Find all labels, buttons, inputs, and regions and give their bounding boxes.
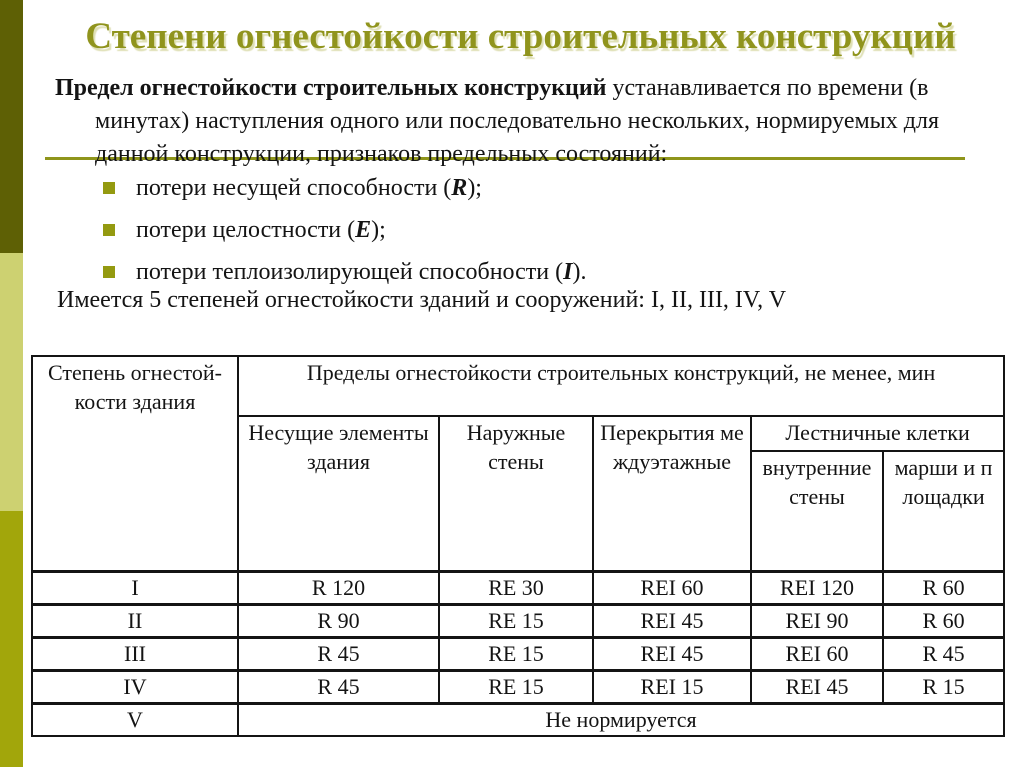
stairwells-header-cell: Лестничные клетки xyxy=(751,416,1004,451)
corner-header-cell: Степень огнестой-кости здания xyxy=(32,356,238,571)
list-item-insulation xyxy=(103,258,586,286)
degree-cell: V xyxy=(32,703,238,736)
bullet-text-end: ); xyxy=(371,216,386,243)
value-cell: REI 15 xyxy=(593,670,751,703)
limits-header-cell: Пределы огнестойкости строительных конструкций, не менее, мин xyxy=(238,356,1004,416)
value-cell: R 45 xyxy=(883,637,1004,670)
value-cell: R 45 xyxy=(238,670,439,703)
outer-walls-header-cell: Наружные стены xyxy=(439,416,593,571)
intro-paragraph xyxy=(55,72,995,171)
value-cell: RE 15 xyxy=(439,670,593,703)
value-cell: R 45 xyxy=(238,637,439,670)
value-cell: REI 45 xyxy=(593,637,751,670)
value-cell: REI 45 xyxy=(593,604,751,637)
floors-header-cell: Перекрытия междуэтажные xyxy=(593,416,751,571)
value-cell: R 90 xyxy=(238,604,439,637)
accent-bar-top xyxy=(0,0,23,253)
table-row-degree-1 xyxy=(32,571,1004,604)
bullet-text: потери несущей способности ( xyxy=(136,174,452,201)
value-cell: REI 60 xyxy=(593,571,751,604)
bearing-header-cell: Несущие элементы здания xyxy=(238,416,439,571)
value-cell: R 15 xyxy=(883,670,1004,703)
bullet-text-end: ); xyxy=(467,174,482,201)
criterion-symbol: I xyxy=(563,258,573,285)
degree-cell: III xyxy=(32,637,238,670)
header-row-top xyxy=(32,356,1004,416)
page-title: Степени огнестойкости строительных конструкций xyxy=(85,16,956,57)
bullet-square-icon xyxy=(103,266,115,278)
table-row-degree-4 xyxy=(32,670,1004,703)
list-item-text xyxy=(136,259,586,286)
value-cell: REI 120 xyxy=(751,571,883,604)
intro-definition: устанавливается по времени (в минутах) наступления одного или последовательно нескольких, нормируемых для данной конструкции, признаков предельных состояний: xyxy=(95,75,940,167)
table-row-degree-5 xyxy=(32,703,1004,736)
list-item-load-bearing xyxy=(103,174,586,202)
stairwell-flights-header-cell: марши и площадки xyxy=(883,451,1004,571)
list-item-text xyxy=(136,175,482,202)
criteria-list xyxy=(103,174,586,300)
value-cell: R 60 xyxy=(883,604,1004,637)
value-cell: RE 30 xyxy=(439,571,593,604)
value-cell: R 60 xyxy=(883,571,1004,604)
value-cell: R 120 xyxy=(238,571,439,604)
not-regulated-cell: Не нормируется xyxy=(238,703,1004,736)
bullet-square-icon xyxy=(103,224,115,236)
degree-cell: I xyxy=(32,571,238,604)
table-row-degree-3 xyxy=(32,637,1004,670)
accent-bar-middle xyxy=(0,253,23,511)
degree-cell: II xyxy=(32,604,238,637)
value-cell: REI 90 xyxy=(751,604,883,637)
bullet-text: потери целостности ( xyxy=(136,216,356,243)
bullet-text-end: ). xyxy=(572,258,587,285)
value-cell: REI 60 xyxy=(751,637,883,670)
accent-bar-bottom xyxy=(0,511,23,767)
bullet-square-icon xyxy=(103,182,115,194)
table-row-degree-2 xyxy=(32,604,1004,637)
stairwell-inner-header-cell: внутренние стены xyxy=(751,451,883,571)
value-cell: RE 15 xyxy=(439,604,593,637)
criterion-symbol: E xyxy=(355,216,372,243)
value-cell: REI 45 xyxy=(751,670,883,703)
criterion-symbol: R xyxy=(451,174,468,201)
list-item-integrity xyxy=(103,216,586,244)
degree-cell: IV xyxy=(32,670,238,703)
intro-term: Предел огнестойкости строительных конструкций xyxy=(55,75,607,101)
list-item-text xyxy=(136,217,386,244)
value-cell: RE 15 xyxy=(439,637,593,670)
fire-resistance-table xyxy=(31,355,1005,737)
degrees-note: Имеется 5 степеней огнестойкости зданий и сооружений: I, II, III, IV, V xyxy=(57,287,787,313)
bullet-text: потери теплоизолирующей способности ( xyxy=(136,258,564,285)
